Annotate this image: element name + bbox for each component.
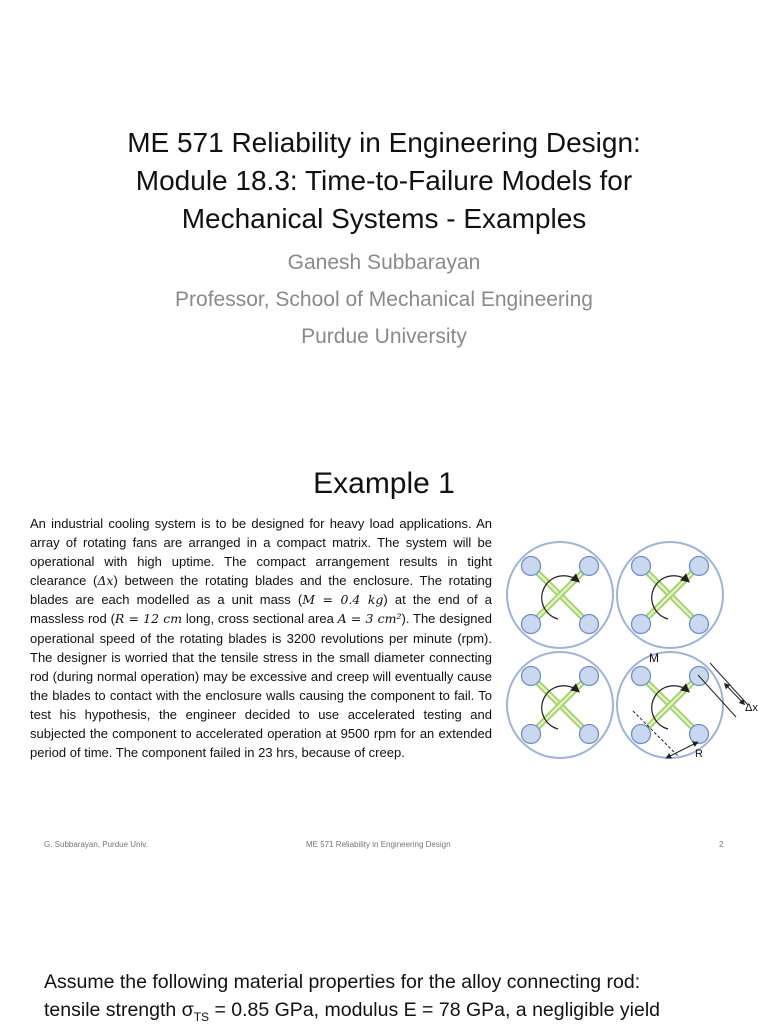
material-properties-text	[44, 968, 744, 1031]
label-mass: M	[649, 651, 659, 665]
fan-unit	[617, 652, 723, 758]
blade-mass	[580, 667, 599, 686]
fan-array-diagram	[500, 535, 768, 770]
text-part-2: ) between the rotating blades and the enclosure. The rotating blades are each modelled as a unit mass (	[30, 573, 492, 608]
author-institution: Purdue University	[301, 325, 467, 348]
math-rod-length: R = 12 cm	[114, 611, 183, 627]
text-part-5: ). The designed operational speed of the rotating blades is 3200 revolutions per minute (rpm). The designer is worried that the tensile stress in the small diameter connecting rod (during normal operation) may be excessive and creep will eventually cause the blades to contact with the enclosure walls causing the component to fail. To test his hypothesis, the engineer decided to use accelerated testing and subjected the component to accelerated operation at 9500 rpm for an extended period of time. The component failed in 23 hrs, because of creep.	[30, 611, 492, 761]
text-part-4: long, cross sectional area	[182, 611, 338, 627]
blade-mass	[690, 615, 709, 634]
clearance-dimension	[726, 685, 743, 703]
title-line-3: Mechanical Systems - Examples	[181, 203, 587, 234]
material-line-2	[44, 996, 744, 1031]
label-radius: R	[695, 748, 703, 760]
blade-mass	[580, 557, 599, 576]
fan-unit	[507, 542, 613, 648]
title-line-2: Module 18.3: Time-to-Failure Models for	[135, 165, 633, 196]
title-line-1: ME 571 Reliability in Engineering Design:	[127, 127, 641, 158]
slide-title	[0, 124, 768, 238]
fan-unit	[507, 652, 613, 758]
blade-mass	[632, 667, 651, 686]
material-line-1: Assume the following material properties for the alloy connecting rod:	[44, 971, 641, 993]
example-title: Example 1	[313, 467, 455, 500]
footer-page-number: 2	[719, 840, 724, 849]
blade-mass	[580, 725, 599, 744]
blade-mass	[632, 725, 651, 744]
author-name: Ganesh Subbarayan	[287, 251, 481, 274]
label-clearance: Δx	[745, 702, 758, 714]
text-part-1: An industrial cooling system is to be designed for heavy load applications. An array of rotating fans are arranged in a compact matrix. The system will be operational with high uptime. The compact arrangement results in tight clearance (	[30, 516, 492, 589]
fan-unit	[617, 542, 723, 648]
blade-mass	[632, 615, 651, 634]
text-part-3: ) at the end of a massless rod (	[30, 592, 492, 627]
author-position: Professor, School of Mechanical Engineering	[175, 288, 593, 311]
math-mass: M = 0.4 kg	[302, 592, 384, 608]
problem-statement	[30, 514, 492, 762]
blade-mass	[580, 615, 599, 634]
blade-mass	[522, 725, 541, 744]
footer-author: G. Subbarayan, Purdue Univ.	[44, 840, 148, 849]
math-clearance: Δx	[97, 573, 114, 589]
material-line-2-b: = 0.85 GPa, modulus E = 78 GPa, a negligible yield	[209, 999, 660, 1021]
blade-mass	[522, 667, 541, 686]
material-line-2-a: tensile strength σ	[44, 999, 194, 1021]
blade-mass	[690, 725, 709, 744]
footer-course: ME 571 Reliability in Engineering Design	[306, 840, 451, 849]
blade-mass	[522, 615, 541, 634]
material-subscript: TS	[193, 1009, 210, 1024]
blade-mass	[522, 557, 541, 576]
blade-mass	[690, 557, 709, 576]
math-area: A = 3 cm²	[337, 611, 402, 627]
blade-mass	[632, 557, 651, 576]
